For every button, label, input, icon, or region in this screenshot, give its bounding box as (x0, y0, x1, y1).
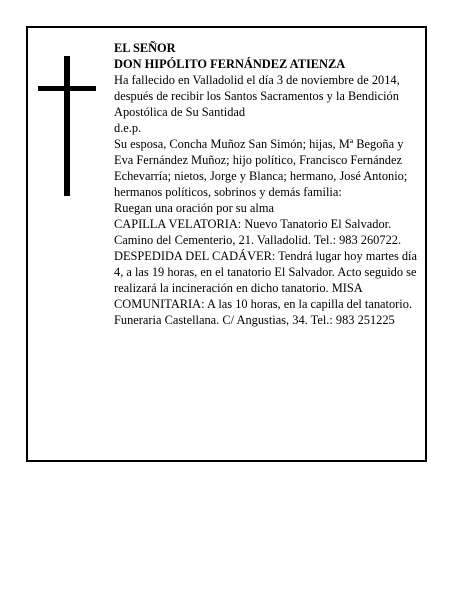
latin-cross-icon (38, 56, 96, 196)
title-line-1: EL SEÑOR (114, 41, 176, 55)
family-list: Su esposa, Concha Muñoz San Simón; hijas, Mª Begoña y Eva Fernández Muñoz; hijo político, Francisco Fernández Echevarría; nietos, Jorge y Blanca; hermano, José Antonio; hermanos políticos, sobrinos y demás familia: (114, 137, 408, 199)
wake-chapel-info: CAPILLA VELATORIA: Nuevo Tanatorio El Salvador. Camino del Cementerio, 21. Valladolid. Tel.: 983 260722. (114, 217, 402, 247)
death-announcement: Ha fallecido en Valladolid el día 3 de noviembre de 2014, después de recibir los Santos Sacramentos y la Bendición Apostólica de Su Santidad (114, 73, 400, 119)
farewell-info: DESPEDIDA DEL CADÁVER: Tendrá lugar hoy martes día 4, a las 19 horas, en el tanatorio El Salvador. Acto seguido se realizará la incineración en dicho tanatorio. MISA COMUNITARIA: A las 10 horas, en la capilla del tanatorio. (114, 249, 418, 311)
cross-horizontal-bar (38, 86, 96, 91)
funeral-home-info: Funeraria Castellana. C/ Angustias, 34. Tel.: 983 251225 (114, 313, 395, 327)
cross-vertical-bar (64, 56, 70, 196)
obituary-text (114, 40, 424, 328)
dep-line: d.e.p. (114, 121, 142, 135)
prayer-request: Ruegan una oración por su alma (114, 201, 274, 215)
deceased-name: DON HIPÓLITO FERNÁNDEZ ATIENZA (114, 57, 346, 71)
